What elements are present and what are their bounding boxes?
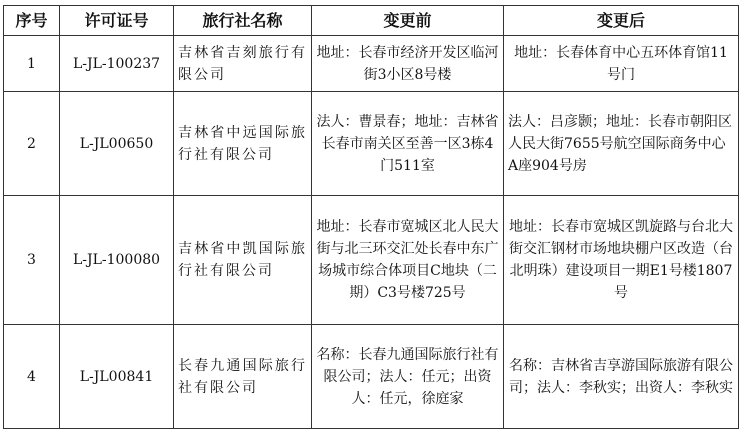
license-number: L-JL-100237 (60, 36, 174, 92)
table-row (4, 36, 739, 92)
agency-name: 吉林省中凯国际旅行社有限公司 (174, 196, 312, 325)
table-row (4, 92, 739, 196)
header-license: 许可证号 (60, 6, 174, 36)
agency-name: 吉林省中远国际旅行社有限公司 (174, 92, 312, 196)
after-change: 地址：长春市宽城区凯旋路与台北大街交汇钢材市场地块棚户区改造（台北明珠）建设项目一期E1号楼1807号 (504, 196, 739, 325)
header-no: 序号 (4, 6, 60, 36)
row-number: 3 (4, 196, 60, 325)
header-after: 变更后 (504, 6, 739, 36)
change-table (3, 5, 739, 429)
license-number: L-JL00650 (60, 92, 174, 196)
table-row (4, 196, 739, 325)
table-header-row (4, 6, 739, 36)
before-change: 名称：长春九通国际旅行社有限公司；法人：任元；出资人：任元，徐庭家 (312, 325, 504, 429)
table-row (4, 325, 739, 429)
before-change: 地址：长春市宽城区北人民大街与北三环交汇处长春中东广场城市综合体项目C地块（二期）C3号楼725号 (312, 196, 504, 325)
before-change: 地址：长春市经济开发区临河街3小区8号楼 (312, 36, 504, 92)
after-change: 名称：吉林省吉享游国际旅游有限公司；法人：李秋实；出资人：李秋实 (504, 325, 739, 429)
row-number: 1 (4, 36, 60, 92)
after-change: 地址：长春体育中心五环体育馆11号门 (504, 36, 739, 92)
license-number: L-JL-100080 (60, 196, 174, 325)
agency-name: 长春九通国际旅行社有限公司 (174, 325, 312, 429)
before-change: 法人：曹景春；地址：吉林省长春市南关区至善一区3栋4门511室 (312, 92, 504, 196)
agency-name: 吉林省吉刻旅行有限公司 (174, 36, 312, 92)
header-name: 旅行社名称 (174, 6, 312, 36)
after-change: 法人：吕彦颢；地址：长春市朝阳区人民大街7655号航空国际商务中心A座904号房 (504, 92, 739, 196)
row-number: 4 (4, 325, 60, 429)
license-number: L-JL00841 (60, 325, 174, 429)
row-number: 2 (4, 92, 60, 196)
header-before: 变更前 (312, 6, 504, 36)
